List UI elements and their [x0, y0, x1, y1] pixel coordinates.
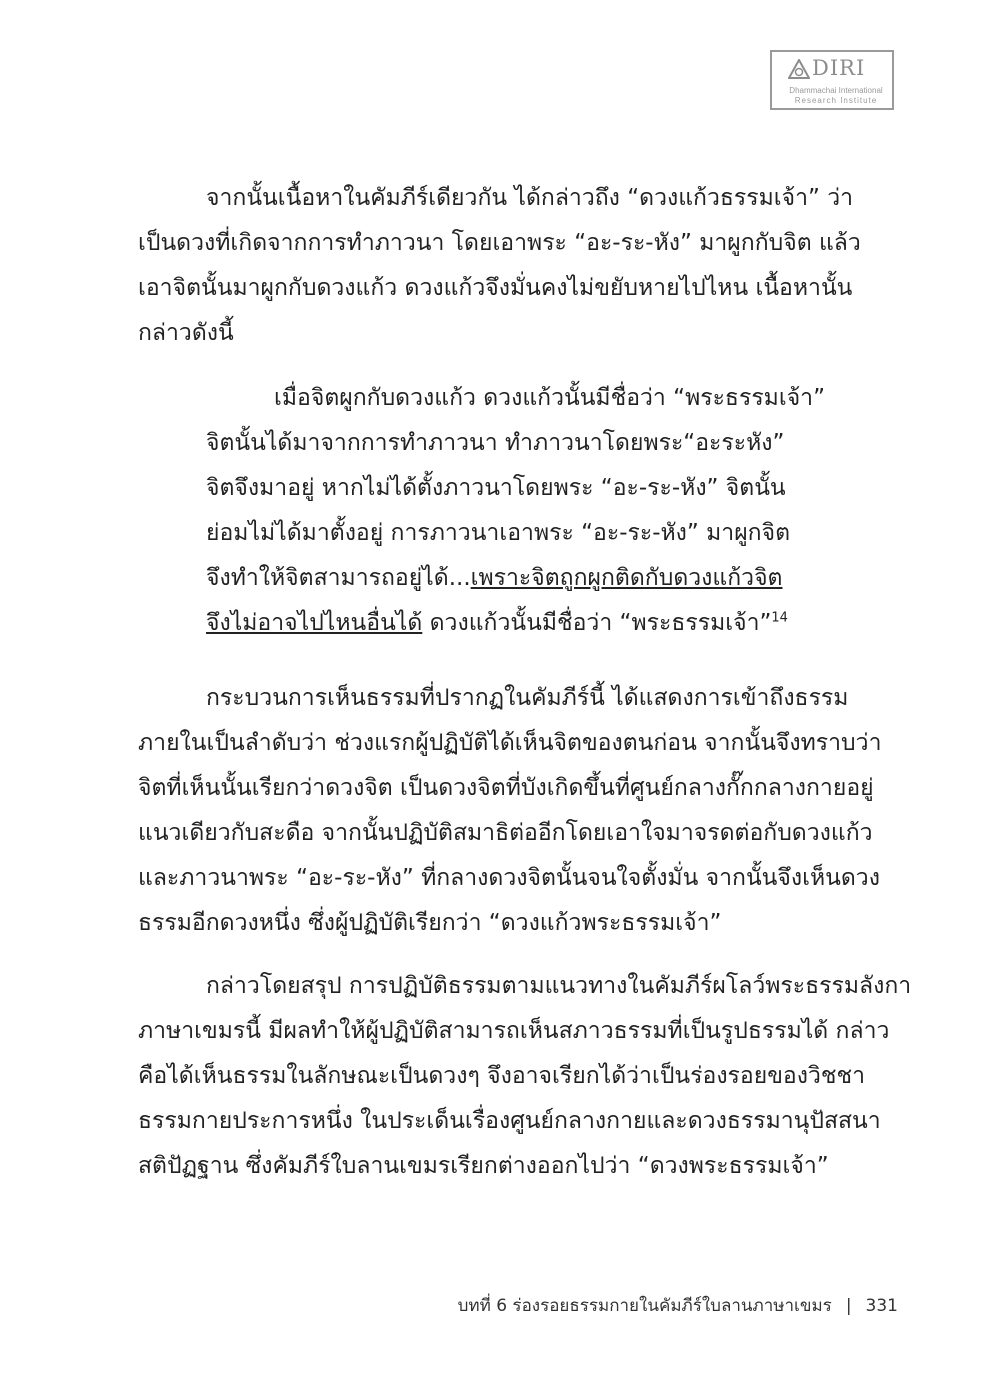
text-line: ธรรมอีกดวงหนึ่ง ซึ่งผู้ปฏิบัติเรียกว่า “ดวงแก้วพระธรรมเจ้า” [138, 910, 722, 936]
quote-underlined-text: จึงไม่อาจไปไหนอื่นได้ [206, 610, 423, 636]
page-footer [400, 1292, 898, 1319]
chapter-title: บทที่ 6 ร่องรอยธรรมกายในคัมภีร์ใบลานภาษาเขมร [457, 1296, 832, 1316]
footer-separator: | [845, 1296, 852, 1316]
text-line: ภาษาเขมรนี้ มีผลทำให้ผู้ปฏิบัติสามารถเห็นสภาวธรรมที่เป็นรูปธรรมได้ กล่าว [138, 1018, 890, 1044]
quote-line: จิตนั้นได้มาจากการทำภาวนา ทำภาวนาโดยพระ“อะระหัง” [206, 430, 785, 456]
text-line: แนวเดียวกับสะดือ จากนั้นปฏิบัติสมาธิต่ออีกโดยเอาใจมาจรดต่อกับดวงแก้ว [138, 820, 873, 846]
quote-plain-text: จึงทำให้จิตสามารถอยู่ได้... [206, 565, 471, 591]
triangle-emblem-icon [788, 59, 810, 79]
text-line: กล่าวดังนี้ [138, 320, 234, 346]
page-number: 331 [865, 1296, 898, 1316]
text-line: จากนั้นเนื้อหาในคัมภีร์เดียวกัน ได้กล่าวถึง “ดวงแก้วธรรมเจ้า” ว่า [206, 185, 854, 211]
logo-subtitle-line1: Dhammachai International [789, 86, 883, 95]
diri-logo [770, 50, 894, 110]
paragraph-intro [138, 176, 898, 356]
text-line: เป็นดวงที่เกิดจากการทำภาวนา โดยเอาพระ “อะ-ระ-หัง” มาผูกกับจิต แล้ว [138, 230, 861, 256]
text-line: ธรรมกายประการหนึ่ง ในประเด็นเรื่องศูนย์กลางกายและดวงธรรมานุปัสสนา [138, 1108, 881, 1134]
logo-subtitle-line2: Research Institute [794, 96, 878, 105]
text-line: เอาจิตนั้นมาผูกกับดวงแก้ว ดวงแก้วจึงมั่นคงไม่ขยับหายไปไหน เนื้อหานั้น [138, 275, 853, 301]
quote-line: เมื่อจิตผูกกับดวงแก้ว ดวงแก้วนั้นมีชื่อว่า “พระธรรมเจ้า” [274, 385, 826, 411]
quote-line [138, 556, 898, 601]
quote-underlined-text: เพราะจิตถูกผูกติดกับดวงแก้วจิต [470, 565, 783, 591]
footnote-marker: 14 [771, 610, 788, 626]
quote-plain-text: ดวงแก้วนั้นมีชื่อว่า “พระธรรมเจ้า” [422, 610, 772, 636]
paragraph-summary [138, 964, 912, 1189]
text-line: จิตที่เห็นนั้นเรียกว่าดวงจิต เป็นดวงจิตที่บังเกิดขึ้นที่ศูนย์กลางกั๊กกลางกายอยู่ [138, 775, 874, 801]
text-line: และภาวนาพระ “อะ-ระ-หัง” ที่กลางดวงจิตนั้นจนใจตั้งมั่น จากนั้นจึงเห็นดวง [138, 865, 880, 891]
text-line: สติปัฏฐาน ซึ่งคัมภีร์ใบลานเขมรเรียกต่างออกไปว่า “ดวงพระธรรมเจ้า” [138, 1153, 829, 1179]
scripture-quote [138, 376, 898, 646]
text-line: ภายในเป็นลำดับว่า ช่วงแรกผู้ปฏิบัติได้เห็นจิตของตนก่อน จากนั้นจึงทราบว่า [138, 730, 882, 756]
quote-line: ย่อมไม่ได้มาตั้งอยู่ การภาวนาเอาพระ “อะ-ระ-หัง” มาผูกจิต [206, 520, 791, 546]
quote-line [138, 601, 898, 646]
text-line: กระบวนการเห็นธรรมที่ปรากฏในคัมภีร์นี้ ได้แสดงการเข้าถึงธรรม [206, 685, 849, 711]
paragraph-process [138, 676, 898, 946]
text-line: กล่าวโดยสรุป การปฏิบัติธรรมตามแนวทางในคัมภีร์ผโลว์พระธรรมลังกา [206, 973, 912, 999]
logo-wordmark: DIRI [812, 56, 866, 80]
text-line: คือได้เห็นธรรมในลักษณะเป็นดวงๆ จึงอาจเรียกได้ว่าเป็นร่องรอยของวิชชา [138, 1063, 866, 1089]
quote-line: จิตจึงมาอยู่ หากไม่ได้ตั้งภาวนาโดยพระ “อะ-ระ-หัง” จิตนั้น [206, 475, 786, 501]
